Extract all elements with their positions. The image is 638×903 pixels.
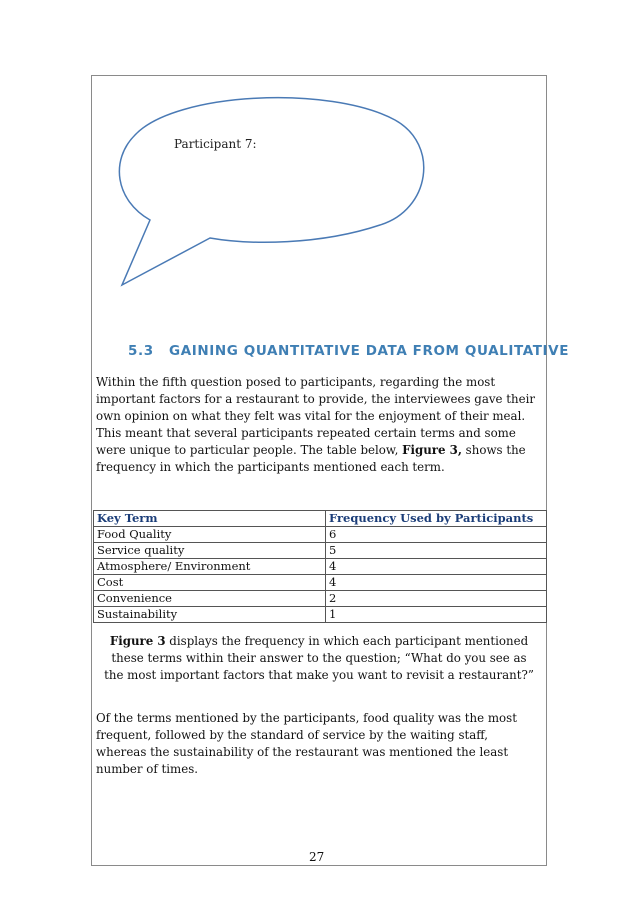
table-header-row — [94, 511, 547, 527]
table-row — [94, 527, 547, 543]
intro-text-a: Within the fifth question posed to participants, regarding the most important factors for a restaurant to provide, the interviewees gave their own opinion on what they felt was vital for the enjoyment of their meal. This meant that several participants repeated certain terms and some were unique to particular people. The table below, — [96, 375, 536, 457]
speech-bubble — [0, 0, 638, 330]
section-title: GAINING QUANTITATIVE DATA FROM QUALITATIVE — [169, 343, 570, 359]
section-heading — [128, 343, 569, 359]
cell-term: Food Quality — [94, 527, 326, 543]
table-row — [94, 607, 547, 623]
cell-term: Cost — [94, 575, 326, 591]
section-number: 5.3 — [128, 343, 154, 359]
cell-term: Atmosphere/ Environment — [94, 559, 326, 575]
cell-frequency: 4 — [326, 575, 547, 591]
table-row — [94, 559, 547, 575]
header-frequency: Frequency Used by Participants — [326, 511, 547, 527]
cell-term: Sustainability — [94, 607, 326, 623]
cell-term: Service quality — [94, 543, 326, 559]
cell-frequency: 5 — [326, 543, 547, 559]
caption-figure-label: Figure 3 — [109, 634, 166, 648]
table-row — [94, 591, 547, 607]
outro-paragraph: Of the terms mentioned by the participants, food quality was the most frequent, followed by the standard of service by the waiting staff, whereas the sustainability of the restaurant was mentioned the least number of times. — [96, 711, 517, 776]
caption-text: displays the frequency in which each participant mentioned these terms within their answer to the question; “What do you see as the most important factors that make you want to revisit a restaurant?” — [104, 634, 534, 682]
cell-frequency: 4 — [326, 559, 547, 575]
cell-term: Convenience — [94, 591, 326, 607]
intro-text-b: shows the frequency in which the participants mentioned each term. — [96, 443, 526, 474]
figure-reference: Figure 3, — [402, 443, 462, 457]
speech-bubble-shape — [119, 98, 423, 285]
cell-frequency: 2 — [326, 591, 547, 607]
figure-caption — [100, 633, 538, 684]
table-row — [94, 575, 547, 591]
frequency-table — [93, 510, 547, 623]
cell-frequency: 6 — [326, 527, 547, 543]
header-key-term: Key Term — [94, 511, 326, 527]
table-row — [94, 543, 547, 559]
page-number: 27 — [309, 850, 325, 864]
cell-frequency: 1 — [326, 607, 547, 623]
participant-label: Participant 7: — [174, 137, 257, 151]
intro-paragraph — [96, 374, 542, 476]
